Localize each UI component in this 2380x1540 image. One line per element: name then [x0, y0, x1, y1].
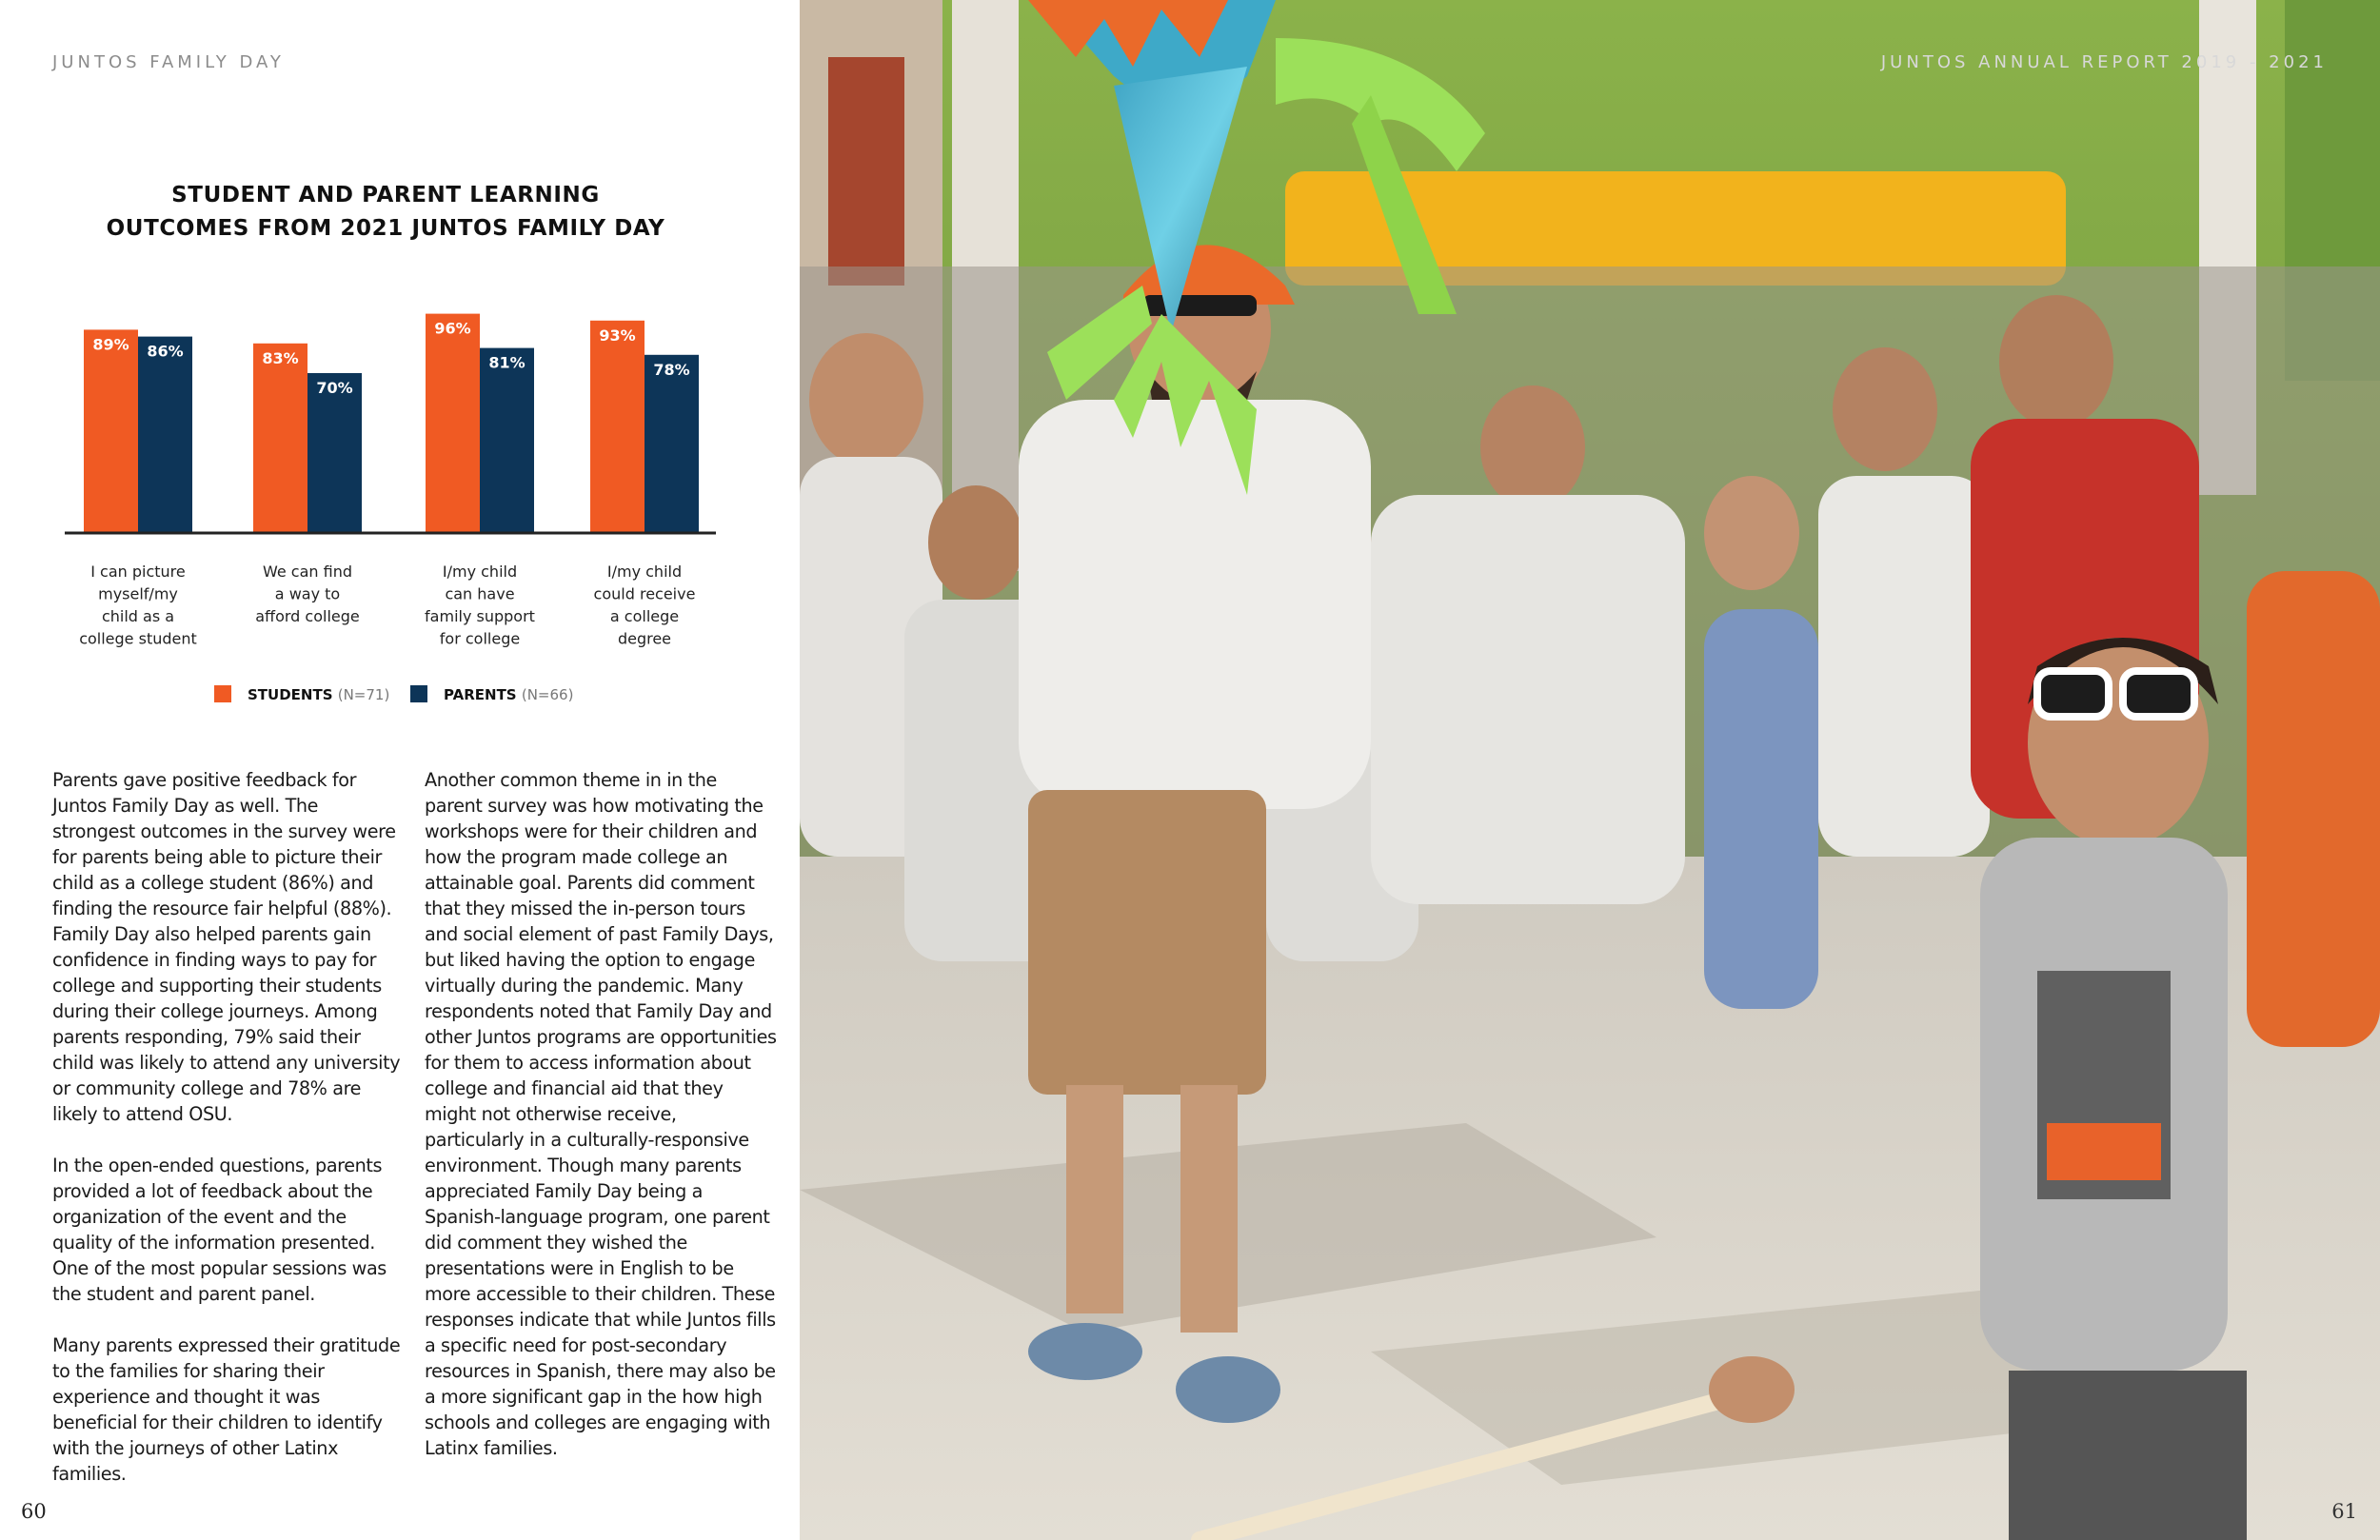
left-running-head: JUNTOS FAMILY DAY — [52, 52, 285, 72]
chart-title-line-2: OUTCOMES FROM 2021 JUNTOS FAMILY DAY — [106, 216, 665, 241]
bar-value-label: 83% — [262, 348, 299, 367]
body-column-1 — [52, 767, 405, 1487]
category-label: We can find a way to afford college — [255, 563, 360, 625]
legend-swatch-students — [214, 685, 231, 702]
bar-value-label: 93% — [599, 326, 636, 345]
body-paragraph: Another common theme in in the parent survey was how motivating the workshops were for their children and how the program made college an attainable goal. Parents did comment that they missed the in-person tours and social element of past Family Days, but liked having the option to engage virtually during the pandemic. Many respondents noted that Family Day and other Juntos programs are opportunities for them to access information about college and financial aid that they might not otherwise receive, particularly in a culturally-responsive environment. Though many parents appreciated Family Day being a Spanish-language program, one parent did comment they wished the presentations were in English to be more accessible to their children. These responses indicate that while Juntos fills a specific need for post-secondary resources in Spanish, there may also be a more significant gap in the how high schools and colleges are engaging with Latinx families. — [425, 769, 777, 1459]
bar-value-label: 96% — [434, 319, 471, 338]
bar-students-3 — [590, 321, 645, 533]
bar-parents-1 — [307, 373, 362, 533]
bar-value-label: 78% — [653, 360, 690, 379]
page-number-left: 60 — [21, 1500, 47, 1523]
right-running-head: JUNTOS ANNUAL REPORT 2019 - 2021 — [1880, 52, 2328, 72]
bar-chart — [0, 286, 800, 733]
bar-value-label: 89% — [92, 335, 129, 354]
bar-value-label: 86% — [147, 342, 184, 361]
legend-label-parents: PARENTS (N=66) — [444, 686, 574, 703]
bar-parents-3 — [645, 355, 699, 533]
body-column-2 — [425, 767, 777, 1461]
right-page-photo — [800, 0, 2380, 1540]
chart-title-line-1: STUDENT AND PARENT LEARNING — [171, 183, 600, 207]
bar-parents-0 — [138, 337, 192, 533]
category-label: I can picture myself/my child as a college student — [79, 563, 197, 648]
category-label: I/my child could receive a college degree — [593, 563, 696, 648]
left-page — [0, 0, 800, 1540]
body-paragraph: In the open-ended questions, parents provided a lot of feedback about the organization of the event and the quality of the information presented. One of the most popular sessions was the student and parent panel. — [52, 1155, 387, 1305]
photo-children-pinata — [800, 0, 2380, 1540]
bar-value-label: 81% — [488, 353, 526, 372]
category-label: I/my child can have family support for college — [425, 563, 535, 648]
bar-students-1 — [253, 344, 307, 533]
legend-label-students: STUDENTS (N=71) — [248, 686, 390, 703]
bar-students-2 — [426, 314, 480, 533]
bar-parents-2 — [480, 348, 534, 533]
body-paragraph: Many parents expressed their gratitude to the families for sharing their experience and thought it was beneficial for their children to identify with the journeys of other Latinx families. — [52, 1334, 401, 1485]
bar-students-0 — [84, 329, 138, 533]
body-paragraph: Parents gave positive feedback for Juntos Family Day as well. The strongest outcomes in the survey were for parents being able to picture their child as a college student (86%) and finding the resource fair helpful (88%). Family Day also helped parents gain confidence in finding ways to pay for college and supporting their students during their college journeys. Among parents responding, 79% said their child was likely to attend any university or community college and 78% are likely to attend OSU. — [52, 769, 401, 1125]
chart-title — [57, 179, 714, 246]
bar-value-label: 70% — [316, 379, 353, 397]
page-number-right: 61 — [2331, 1500, 2357, 1523]
legend-swatch-parents — [410, 685, 427, 702]
